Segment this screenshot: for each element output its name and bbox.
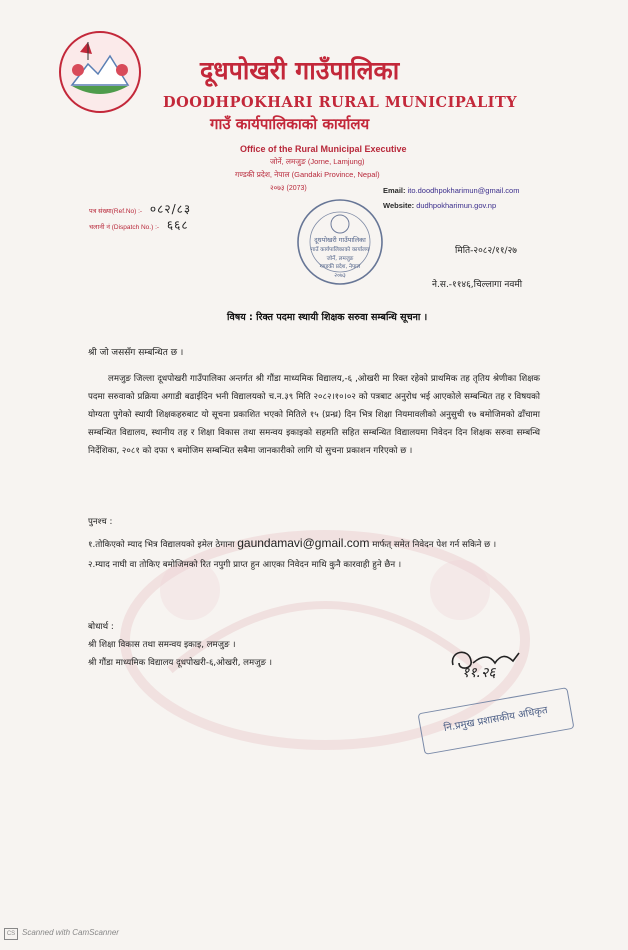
ref-label: पत्र संख्या(Ref.No) :- — [89, 208, 143, 215]
dispatch-value: ६६८ — [166, 218, 189, 232]
dispatch-number — [89, 216, 189, 233]
ref-value: ०८२/८३ — [149, 202, 192, 216]
cc-line-1: श्री शिक्षा विकास तथा समन्वय इकाइ, लमजुङ । — [88, 640, 236, 650]
stamp-line-5: २०७३ — [334, 273, 346, 279]
email-contact — [383, 186, 519, 195]
postscript-item-2: २.म्याद नाघी वा तोकिए बमोजिमको रित नपुगी प्राप्त हुन आएका निवेदन माथि कुनै कारवाही हुने छैन । — [88, 560, 402, 570]
letter-body — [88, 370, 540, 460]
salutation: श्री जो जससँग सम्बन्धित छ । — [88, 348, 184, 358]
address-line-2: गण्डकी प्रदेश, नेपाल (Gandaki Province, Nepal) — [235, 170, 380, 179]
stamp-line-1: दूधपोखरी गाउँपालिका — [314, 236, 366, 244]
email-value[interactable]: ito.doodhpokharimun@gmail.com — [407, 186, 520, 195]
office-title-np: गाउँ कार्यपालिकाको कार्यालय — [210, 115, 370, 133]
nepal-emblem-logo — [58, 30, 142, 114]
officer-stamp-text: नि.प्रमुख प्रशासकीय अधिकृत — [442, 704, 549, 735]
letter-subject: विषय : रिक्त पदमा स्थायी शिक्षक सरुवा सम्बन्धि सूचना । — [227, 312, 428, 323]
stamp-line-3: जोर्ने, लमजुङ — [326, 256, 354, 262]
office-title-en: Office of the Rural Municipal Executive — [240, 144, 407, 154]
camscanner-footer — [4, 928, 119, 940]
email-label: Email: — [383, 186, 406, 195]
address-line-1: जोर्ने, लमजुङ (Jorne, Lamjung) — [270, 157, 365, 166]
website-contact — [383, 201, 496, 210]
municipality-title-np: दूधपोखरी गाउँपालिका — [200, 56, 400, 85]
municipality-title-en: DOODHPOKHARI RURAL MUNICIPALITY — [163, 94, 518, 111]
cc-label: बोधार्थ : — [88, 622, 114, 632]
camscanner-text: Scanned with CamScanner — [22, 928, 119, 937]
postscript-item-1-pre: १.तोकिएको म्याद भित्र विद्यालयको इमेल ठेगाना — [88, 540, 235, 550]
signature-date: ११.२६ — [462, 665, 496, 681]
dispatch-label: चलानी नं (Dispatch No.) :- — [89, 224, 160, 231]
stamp-line-2: गाउँ कार्यपालिकाको कार्यालय — [310, 247, 370, 253]
established-year: २०७३ (2073) — [270, 185, 307, 192]
cc-line-2: श्री गौंडा माध्यमिक विद्यालय दूधपोखरी-६,ओखरी, लमजुङ । — [88, 658, 272, 668]
school-email-link[interactable]: gaundamavi@gmail.com — [237, 536, 370, 550]
camscanner-icon: CS — [4, 928, 18, 940]
reference-number — [89, 200, 191, 217]
body-paragraph: लमजुङ जिल्ला दूधपोखरी गाउँपालिका अन्तर्गत श्री गौंडा माध्यमिक विद्यालय,-६ ,ओखरी मा रिक्त रहेको प्राथमिक तह तृतिय श्रेणीका शिक्षक पदमा सरुवाको प्रक्रिया अगाडी बढाईदिन भनी विद्यालयको च.न.३९ मिति २०८२।१०।०२ को पत्रबाट अनुरोध भई आएकोले सम्बन्धित तह र विषयको योग्यता पुगेको स्थायी शिक्षकहरुबाट यो सूचना प्रकाशित भएको मितिले १५ (प्रन्ध्र) दिन भित्र शिक्षा नियमावलीको अनुसुची १७ बमोजिमको ढाँचामा सम्बन्धित विद्यालय, स्थानीय तह र शिक्षा विकास तथा समन्वय इकाइको सहमति सहित सम्बन्धित विद्यालयमा निवेदन दिन शिक्षक सरुवा सम्बन्धि निर्देशिका, २०८१ को दफा ९ बमोजिम सम्बन्धित सबैमा जानकारीको लागि यो सुचना प्रकाशन गरिएको छ । — [88, 374, 540, 456]
postscript-item-1 — [88, 535, 548, 553]
website-value[interactable]: dudhpokharimun.gov.np — [416, 201, 497, 210]
office-round-stamp — [294, 196, 386, 288]
stamp-line-4: गण्डकी प्रदेश, नेपाल — [319, 264, 361, 270]
website-label: Website: — [383, 201, 415, 210]
postscript-label: पुनश्च : — [88, 517, 113, 527]
letter-date: मिति-२०८२/११/२७ — [455, 246, 517, 256]
cc-section — [88, 618, 408, 672]
postscript-section — [88, 515, 548, 577]
postscript-item-1-post: मार्फत् समेत निवेदन पेश गर्न सकिने छ । — [372, 540, 497, 550]
nepal-sambat-date: ने.स.-११४६,चिल्लागा नवमी — [432, 280, 523, 290]
